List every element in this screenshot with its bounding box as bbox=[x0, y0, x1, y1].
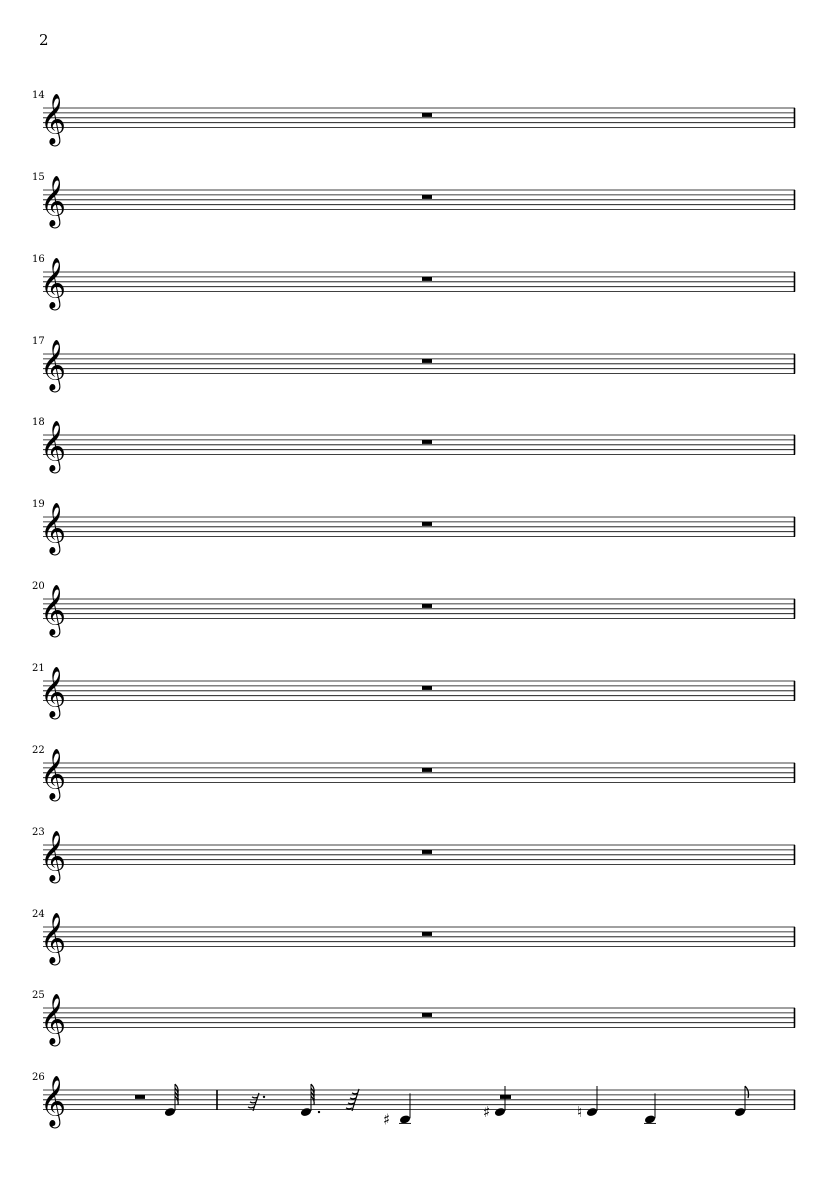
measure-number: 17 bbox=[32, 336, 45, 347]
whole-rest bbox=[422, 932, 432, 936]
treble-clef-icon: 𝄞 bbox=[40, 257, 67, 309]
treble-clef-icon: 𝄞 bbox=[40, 584, 67, 636]
staff-system-20 bbox=[0, 581, 835, 663]
measure-number: 14 bbox=[32, 90, 45, 101]
measure-number: 20 bbox=[32, 581, 45, 592]
treble-clef-icon: 𝄞 bbox=[40, 666, 67, 718]
whole-rest bbox=[422, 686, 432, 690]
note-dot bbox=[318, 1111, 320, 1113]
staff bbox=[0, 990, 835, 1072]
measure-number: 21 bbox=[32, 663, 45, 674]
whole-rest bbox=[422, 359, 432, 363]
measure-number: 23 bbox=[32, 827, 45, 838]
page-number: 2 bbox=[39, 31, 49, 49]
staff-system-19 bbox=[0, 499, 835, 581]
whole-rest bbox=[422, 113, 432, 117]
staff bbox=[0, 745, 835, 827]
treble-clef-icon: 𝄞 bbox=[40, 339, 67, 391]
natural-icon: ♮ bbox=[577, 1103, 583, 1122]
staff-system-22 bbox=[0, 745, 835, 827]
staff-system-17 bbox=[0, 336, 835, 418]
whole-rest bbox=[422, 850, 432, 854]
staff bbox=[0, 581, 835, 663]
staff-system-23 bbox=[0, 827, 835, 909]
staff bbox=[0, 254, 835, 336]
note-head bbox=[300, 1107, 312, 1117]
staff bbox=[0, 172, 835, 254]
note-head bbox=[164, 1107, 176, 1117]
staff-system-24 bbox=[0, 909, 835, 991]
treble-clef-icon: 𝄞 bbox=[40, 830, 67, 882]
staff bbox=[0, 336, 835, 418]
staff bbox=[0, 417, 835, 499]
treble-clef-icon: 𝄞 bbox=[40, 1075, 67, 1127]
measure-number: 26 bbox=[32, 1072, 45, 1083]
treble-clef-icon: 𝄞 bbox=[40, 993, 67, 1045]
whole-rest bbox=[422, 604, 432, 608]
staff-system-21 bbox=[0, 663, 835, 745]
staff-system-18 bbox=[0, 417, 835, 499]
sharp-icon: ♯ bbox=[383, 1110, 391, 1129]
staff bbox=[0, 499, 835, 581]
measure-number: 19 bbox=[32, 499, 45, 510]
staff bbox=[0, 663, 835, 745]
note-head bbox=[586, 1107, 598, 1117]
staff bbox=[0, 90, 835, 172]
treble-clef-icon: 𝄞 bbox=[40, 93, 67, 145]
measure-number: 22 bbox=[32, 745, 45, 756]
note-flag bbox=[745, 1086, 749, 1098]
whole-rest bbox=[500, 1095, 511, 1099]
sharp-icon: ♯ bbox=[483, 1103, 491, 1122]
whole-rest bbox=[422, 1013, 432, 1017]
note-head bbox=[734, 1107, 746, 1117]
whole-rest bbox=[422, 440, 432, 444]
staff-system-14 bbox=[0, 90, 835, 172]
treble-clef-icon: 𝄞 bbox=[40, 912, 67, 964]
staff-system-16 bbox=[0, 254, 835, 336]
whole-rest bbox=[422, 195, 432, 199]
measure-number: 24 bbox=[32, 909, 45, 920]
measure-number: 15 bbox=[32, 172, 45, 183]
staff bbox=[0, 1072, 835, 1154]
whole-rest bbox=[422, 522, 432, 526]
dotted-rest bbox=[248, 1093, 259, 1111]
whole-rest bbox=[135, 1095, 145, 1099]
measure-number: 25 bbox=[32, 990, 45, 1001]
staff bbox=[0, 909, 835, 991]
staff-system-15 bbox=[0, 172, 835, 254]
whole-rest bbox=[422, 768, 432, 772]
staff bbox=[0, 827, 835, 909]
treble-clef-icon: 𝄞 bbox=[40, 748, 67, 800]
staff-system-25 bbox=[0, 990, 835, 1072]
measure-number: 16 bbox=[32, 254, 45, 265]
staff-system-26 bbox=[0, 1072, 835, 1154]
treble-clef-icon: 𝄞 bbox=[40, 175, 67, 227]
rest-dot bbox=[263, 1096, 265, 1098]
treble-clef-icon: 𝄞 bbox=[40, 420, 67, 472]
measure-number: 18 bbox=[32, 417, 45, 428]
note-head bbox=[494, 1107, 506, 1117]
treble-clef-icon: 𝄞 bbox=[40, 502, 67, 554]
whole-rest bbox=[422, 277, 432, 281]
